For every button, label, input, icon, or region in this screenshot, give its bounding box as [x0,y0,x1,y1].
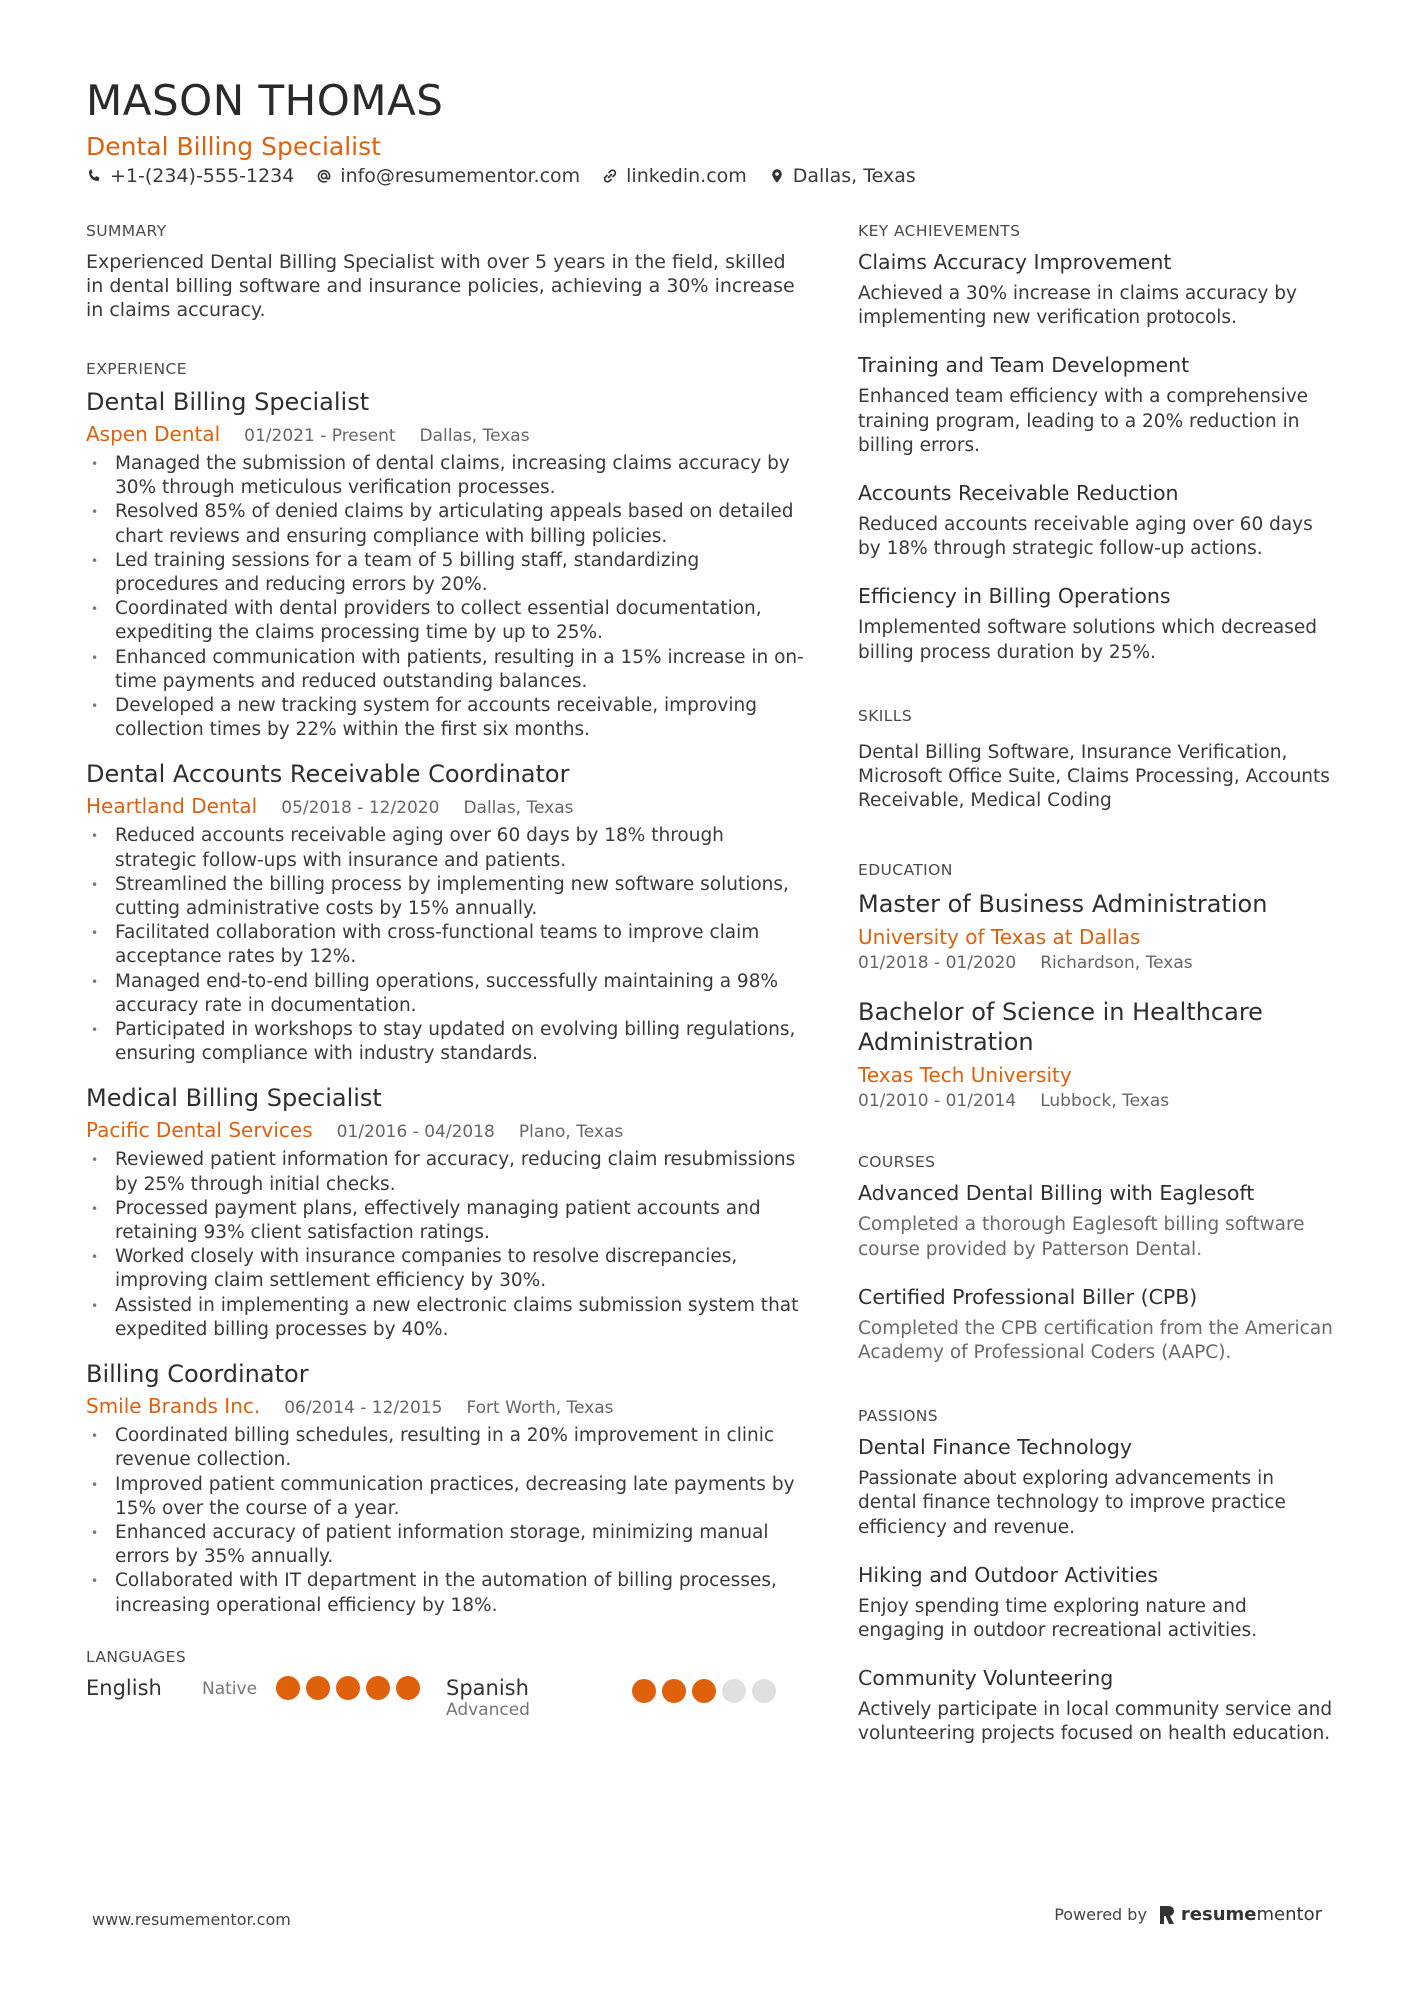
education-meta [858,953,1338,973]
achievement-desc: Enhanced team efficiency with a comprehensive training program, leading to a 20% reduction in billing errors. [858,386,1309,456]
job-title: Billing Coordinator [86,1360,309,1389]
job-bullet: • Reduced accounts receivable aging over 60 days by 18% through strategic follow-ups with insurance and patients. [86,824,806,872]
passion-title: Community Volunteering [858,1666,1114,1691]
job-bullet: • Improved patient communication practices, decreasing late payments by 15% over the course of a year. [86,1473,806,1521]
job-entry [86,1360,806,1618]
achievement-item [858,481,1338,561]
education-item [858,997,1338,1111]
job-bullet: • Collaborated with IT department in the automation of billing processes, increasing operational efficiency by 18%. [86,1569,806,1617]
job-bullet: • Developed a new tracking system for accounts receivable, improving collection times by 22% within the first six months. [86,694,806,742]
achievement-desc: Achieved a 30% increase in claims accuracy by implementing new verification protocols. [858,283,1297,329]
job-company: Smile Brands Inc. [86,1394,261,1419]
passions-heading: PASSIONS [858,1407,939,1426]
rating-dot-filled [366,1676,390,1700]
languages-heading: LANGUAGES [86,1647,187,1666]
achievement-item [858,250,1338,330]
education-school: University of Texas at Dallas [858,925,1141,950]
courses-heading: COURSES [858,1153,936,1172]
job-dates: 05/2018 - 12/2020 [281,798,440,819]
contact-linkedin[interactable] [602,165,747,187]
rating-dot-empty [752,1679,776,1703]
right-column [858,222,1338,1770]
education-dates: 01/2010 - 01/2014 [858,1091,1017,1112]
job-bullet: • Assisted in implementing a new electronic claims submission system that expedited billing processes by 40%. [86,1294,806,1342]
passion-desc: Enjoy spending time exploring nature and engaging in outdoor recreational activities. [858,1595,1258,1642]
course-desc: Completed the CPB certification from the American Academy of Professional Coders (AAPC). [858,1317,1333,1364]
experience-heading: EXPERIENCE [86,360,187,378]
contact-email[interactable] [316,165,580,187]
candidate-name: MASON THOMAS [86,76,444,125]
language-text [446,1676,634,1720]
job-location: Plano, Texas [518,1122,624,1143]
job-company: Pacific Dental Services [86,1118,313,1143]
education-item [858,889,1338,973]
job-dates: 01/2016 - 04/2018 [336,1122,495,1143]
job-dates: 01/2021 - Present [244,426,396,446]
achievements-heading: KEY ACHIEVEMENTS [858,222,1021,240]
job-location: Dallas, Texas [419,426,530,446]
rating-dot-filled [632,1679,656,1703]
job-bullets [86,824,806,1066]
job-title: Dental Accounts Receivable Coordinator [86,760,570,789]
education-heading: EDUCATION [858,861,953,880]
job-bullets [86,1424,806,1618]
language-item [86,1676,446,1700]
achievement-title: Claims Accuracy Improvement [858,250,1172,274]
achievement-item [858,584,1338,664]
education-degree: Bachelor of Science in Healthcare Administration [858,998,1263,1057]
job-bullet: • Enhanced communication with patients, resulting in a 15% increase in on-time payments and reduced outstanding balances. [86,646,806,694]
job-meta [86,794,806,818]
job-bullet: • Participated in workshops to stay updated on evolving billing regulations, ensuring compliance with industry standards. [86,1018,806,1066]
job-bullet: • Streamlined the billing process by implementing new software solutions, cutting administrative costs by 15% annually. [86,873,806,921]
job-meta [86,1118,806,1142]
passion-title: Dental Finance Technology [858,1435,1132,1460]
rating-dot-filled [276,1676,300,1700]
candidate-title: Dental Billing Specialist [86,132,381,161]
passion-desc: Actively participate in local community service and volunteering projects focused on health education. [858,1699,1333,1745]
languages-row [86,1676,806,1720]
brand-name-bold: resume [1180,1904,1257,1925]
brand-name-rest: mentor [1256,1904,1322,1925]
course-title: Advanced Dental Billing with Eaglesoft [858,1181,1255,1206]
job-dates: 06/2014 - 12/2015 [284,1398,443,1419]
language-rating [276,1676,420,1700]
job-bullets [86,1148,806,1342]
resumementor-logo-icon [1159,1905,1175,1925]
education-location: Lubbock, Texas [1040,1091,1170,1112]
job-bullet: • Resolved 85% of denied claims by articulating appeals based on detailed chart reviews and ensuring compliance with billing policies. [86,500,806,548]
job-entry [86,760,806,1066]
summary-text: Experienced Dental Billing Specialist with over 5 years in the field, skilled in dental billing software and insurance policies, achieving a 30% increase in claims accuracy. [86,251,795,321]
language-name: English [86,1675,162,1700]
languages-section [86,1648,806,1720]
achievement-item [858,353,1338,458]
education-meta [858,1091,1338,1111]
job-meta [86,1394,806,1418]
contact-phone [86,165,294,187]
language-level: Advanced [446,1699,530,1720]
job-company: Aspen Dental [86,422,221,446]
footer-website[interactable]: www.resumementor.com [92,1910,291,1929]
course-item [858,1181,1338,1261]
job-bullet: • Coordinated billing schedules, resulting in a 20% improvement in clinic revenue collection. [86,1424,806,1472]
passion-desc: Passionate about exploring advancements in dental finance technology to improve practice efficiency and revenue. [858,1468,1286,1538]
course-title: Certified Professional Biller (CPB) [858,1284,1198,1309]
job-bullet: • Managed end-to-end billing operations, successfully maintaining a 98% accuracy rate in documentation. [86,970,806,1018]
link-icon [602,168,618,184]
job-bullet: • Coordinated with dental providers to collect essential documentation, expediting the claims processing time by up to 25%. [86,597,806,645]
course-desc: Completed a thorough Eaglesoft billing software course provided by Patterson Dental. [858,1214,1305,1260]
achievement-desc: Reduced accounts receivable aging over 60 days by 18% through strategic follow-up actions. [858,514,1313,560]
job-bullet: • Reviewed patient information for accuracy, reducing claim resubmissions by 25% through initial checks. [86,1148,806,1196]
job-bullet: • Managed the submission of dental claims, increasing claims accuracy by 30% through meticulous verification processes. [86,452,806,500]
language-rating [632,1679,776,1703]
phone-text: +1-(234)-555-1234 [110,165,295,187]
skills-heading: SKILLS [858,706,913,725]
passion-item [858,1435,1338,1540]
summary-heading: SUMMARY [86,222,167,240]
language-name: Spanish [446,1675,529,1700]
left-column [86,222,806,1720]
rating-dot-filled [692,1679,716,1703]
at-icon [316,168,332,184]
passion-title: Hiking and Outdoor Activities [858,1562,1159,1587]
job-bullet: • Enhanced accuracy of patient information storage, minimizing manual errors by 35% annually. [86,1521,806,1569]
job-location: Fort Worth, Texas [466,1398,614,1419]
skills-text: Dental Billing Software, Insurance Verification, Microsoft Office Suite, Claims Processing, Accounts Receivable, Medical Coding [858,741,1330,812]
linkedin-text: linkedin.com [626,165,747,187]
course-item [858,1285,1338,1365]
powered-by-text: Powered by [1054,1905,1147,1924]
job-bullet: • Led training sessions for a team of 5 billing staff, standardizing procedures and reducing errors by 20%. [86,549,806,597]
language-level: Native [202,1678,258,1699]
job-bullet: • Facilitated collaboration with cross-functional teams to improve claim acceptance rates by 12%. [86,921,806,969]
job-bullet: • Worked closely with insurance companies to resolve discrepancies, improving claim settlement efficiency by 30%. [86,1245,806,1293]
job-entry [86,388,806,742]
contact-location [769,165,916,187]
passion-item [858,1666,1338,1746]
job-meta [86,422,806,446]
achievement-title: Training and Team Development [858,353,1190,378]
location-pin-icon [769,168,785,184]
phone-icon [86,168,102,184]
contact-bar [86,165,916,187]
email-text: info@resumementor.com [340,165,581,187]
rating-dot-filled [336,1676,360,1700]
passion-item [858,1563,1338,1643]
achievement-title: Accounts Receivable Reduction [858,481,1179,506]
education-school: Texas Tech University [858,1063,1072,1088]
job-entry [86,1084,806,1342]
job-location: Dallas, Texas [463,798,574,819]
job-bullet: • Processed payment plans, effectively managing patient accounts and retaining 93% client satisfaction ratings. [86,1197,806,1245]
job-company: Heartland Dental [86,794,258,819]
rating-dot-filled [662,1679,686,1703]
education-location: Richardson, Texas [1040,953,1193,974]
achievement-title: Efficiency in Billing Operations [858,584,1171,609]
rating-dot-filled [306,1676,330,1700]
language-item [446,1676,806,1720]
rating-dot-empty [722,1679,746,1703]
education-degree: Master of Business Administration [858,890,1268,919]
job-title: Medical Billing Specialist [86,1084,382,1113]
rating-dot-filled [396,1676,420,1700]
achievement-desc: Implemented software solutions which decreased billing process duration by 25%. [858,617,1317,663]
job-bullets [86,452,806,742]
location-text: Dallas, Texas [792,165,916,187]
brand-logo[interactable] [1159,1904,1322,1925]
job-title: Dental Billing Specialist [86,388,370,416]
education-dates: 01/2018 - 01/2020 [858,953,1017,974]
footer-brand [1054,1904,1322,1925]
